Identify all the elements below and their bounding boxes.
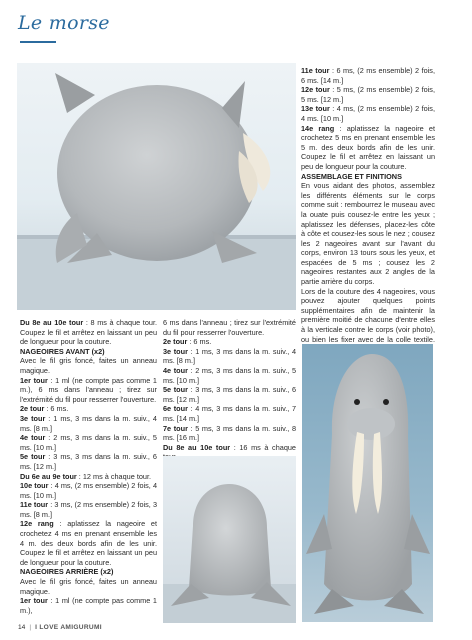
- paragraph: Lors de la couture des 4 nageoires, vous pouvez ajouter quelques points supplémentaires afin de maintenir la première moitié de chacune d'entre elles à la verticale contre le corps (voir photo), ou bien les fixer avec de la colle textile.: [301, 287, 435, 354]
- instruction-row: 5e tour : 3 ms, 3 ms dans la m. suiv., 6 ms. [12 m.]: [163, 385, 296, 404]
- section-heading: NAGEOIRES AVANT (x2): [20, 346, 105, 356]
- section-heading: NAGEOIRES ARRIÈRE (x2): [20, 567, 114, 577]
- instruction-row: 6e tour : 4 ms, 3 ms dans la m. suiv., 7 ms. [14 m.]: [163, 404, 296, 423]
- paragraph: En vous aidant des photos, assemblez les différents éléments sur le corps comme suit : rembourrez le museau avec la ouate puis cousez-le entre les yeux ; aplatissez les défenses, placez-les côte à côte et cousez-les sous le nez ; cousez les 2 nageoires avant sur l'avant du corps, environ 13 tours sous les yeux, et espacées de 5 ms ; cousez les 2 nageoires restantes aux 2 angles de la partie arrière du corps.: [301, 181, 435, 287]
- section-heading: ASSEMBLAGE ET FINITIONS: [301, 171, 402, 181]
- instruction-row: 11e tour : 6 ms, (2 ms ensemble) 2 fois, 6 ms. [14 m.]: [301, 66, 435, 85]
- instruction-row: 1er tour : 1 ml (ne compte pas comme 1 m.), 6 ms dans l'anneau ; tirez sur l'extrémité du fil pour resserrer l'ouverture.: [20, 375, 157, 404]
- instruction-row: Du 8e au 10e tour : 16 ms à chaque: [163, 442, 296, 452]
- paragraph: Du 8e au 10e tour : 8 ms à chaque tour. Coupez le fil et arrêtez en laissant un peu de longueur pour la couture.: [20, 318, 158, 347]
- magazine-name: I LOVE AMIGURUMI: [35, 624, 102, 631]
- instruction-row: 7e tour : 5 ms, 3 ms dans la m. suiv., 8 ms. [16 m.]: [163, 423, 296, 443]
- paragraph: Avec le fil gris foncé, faites un anneau magique.: [20, 356, 157, 375]
- instruction-row: 10e tour : 4 ms, (2 ms ensemble) 2 fois, 4 ms. [10 m.]: [20, 481, 157, 500]
- instruction-row: 5e tour : 3 ms, 3 ms dans la m. suiv., 6 ms. [12 m.]: [20, 452, 157, 471]
- page-title: Le morse: [18, 12, 110, 34]
- instruction-row: 12e rang : aplatissez la nageoire et crochetez 4 ms en prenant ensemble les 4 m. des deux bords afin de les unir. Coupez le fil et arrêtez en laissant un peu de longueur pour la couture.: [20, 519, 157, 567]
- instruction-row: 12e tour : 5 ms, (2 ms ensemble) 2 fois, 5 ms. [12 m.]: [301, 85, 435, 104]
- instruction-row: 14e rang : aplatissez la nageoire et crochetez 5 ms en prenant ensemble les 5 m. des deux bords afin de les unir. Coupez le fil et arrêtez en laissant un peu de longueur pour la couture.: [301, 123, 435, 171]
- instruction-row: 4e tour : 2 ms, 3 ms dans la m. suiv., 5 ms. [10 m.]: [163, 365, 296, 385]
- instruction-row: 2e tour : 6 ms.: [163, 337, 212, 347]
- photo-walrus-back-top: [17, 63, 296, 310]
- photo-walrus-front: [302, 344, 433, 622]
- photo-walrus-back-bottom: [163, 456, 296, 623]
- column-3: [301, 66, 435, 354]
- instruction-row: 13e tour : 4 ms, (2 ms ensemble) 2 fois, 4 ms. [10 m.]: [301, 104, 435, 123]
- paragraph: 6 ms dans l'anneau ; tirez sur l'extrémité du fil pour resserrer l'ouverture.: [163, 318, 296, 337]
- instruction-row: 3e tour : 1 ms, 3 ms dans la m. suiv., 4 ms. [8 m.]: [20, 413, 157, 433]
- footer-divider: |: [29, 624, 32, 631]
- instruction-row: 3e tour : 1 ms, 3 ms dans la m. suiv., 4 ms. [8 m.]: [163, 346, 296, 366]
- instruction-row: 1er tour : 1 ml (ne compte pas comme 1 m.),: [20, 596, 157, 615]
- page-number: 14: [18, 624, 26, 631]
- page-title-block: [18, 12, 110, 34]
- instruction-row: 11e tour : 3 ms, (2 ms ensemble) 2 fois, 3 ms. [8 m.]: [20, 500, 158, 519]
- column-1: [20, 318, 157, 615]
- instruction-row: 4e tour : 2 ms, 3 ms dans la m. suiv., 5 ms. [10 m.]: [20, 433, 157, 452]
- paragraph: Avec le fil gris foncé, faites un anneau magique.: [20, 577, 157, 596]
- instruction-row: 2e tour : 6 ms.: [20, 404, 69, 414]
- column-2: [163, 318, 296, 462]
- instruction-row: Du 6e au 9e tour : 12 ms à chaque tour.: [20, 471, 152, 481]
- title-underline: [20, 41, 56, 43]
- page-footer: [18, 624, 102, 631]
